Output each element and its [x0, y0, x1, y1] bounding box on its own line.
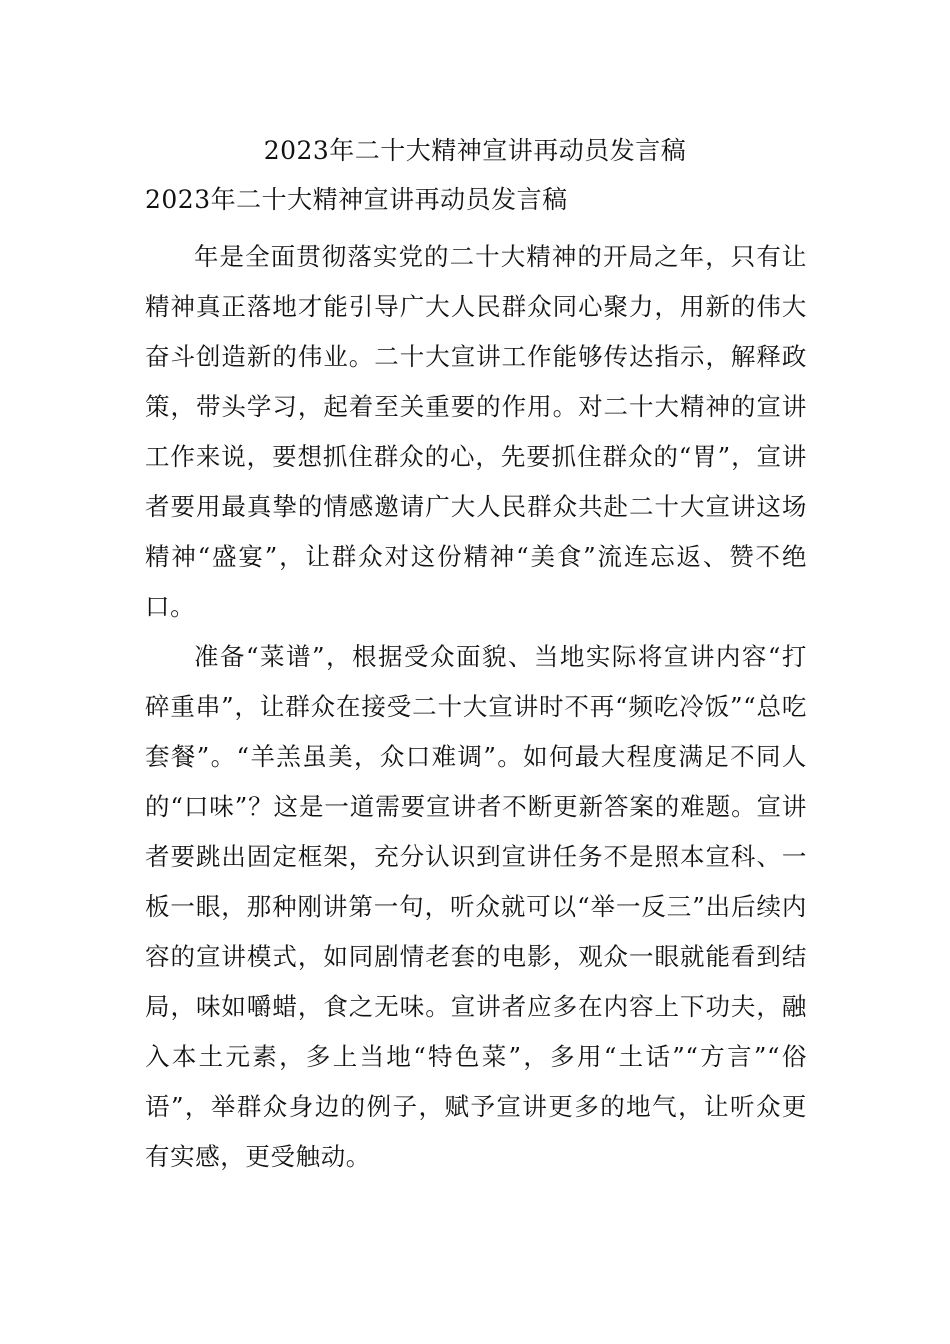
paragraph-1: 年是全面贯彻落实党的二十大精神的开局之年，只有让精神真正落地才能引导广大人民群众同心聚力，用新的伟大奋斗创造新的伟业。二十大宣讲工作能够传达指示，解释政策，带头学习，起着至关重要的作用。对二十大精神的宣讲工作来说，要想抓住群众的心，先要抓住群众的“胃”，宣讲者要用最真挚的情感邀请广大人民群众共赴二十大宣讲这场精神“盛宴”，让群众对这份精神“美食”流连忘返、赞不绝口。: [145, 242, 807, 621]
document-subtitle: 2023年二十大精神宣讲再动员发言稿: [145, 185, 568, 214]
document-body: [145, 232, 807, 1182]
document-title: 2023年二十大精神宣讲再动员发言稿: [263, 136, 687, 165]
paragraph-2: 准备“菜谱”，根据受众面貌、当地实际将宣讲内容“打碎重串”，让群众在接受二十大宣讲时不再“频吃冷饭”“总吃套餐”。“羊羔虽美，众口难调”。如何最大程度满足不同人的“口味”？这是一道需要宣讲者不断更新答案的难题。宣讲者要跳出固定框架，充分认识到宣讲任务不是照本宣科、一板一眼，那种刚讲第一句，听众就可以“举一反三”出后续内容的宣讲模式，如同剧情老套的电影，观众一眼就能看到结局，味如嚼蜡，食之无味。宣讲者应多在内容上下功夫，融入本土元素，多上当地“特色菜”，多用“土话”“方言”“俗语”，举群众身边的例子，赋予宣讲更多的地气，让听众更有实感，更受触动。: [145, 642, 807, 1171]
